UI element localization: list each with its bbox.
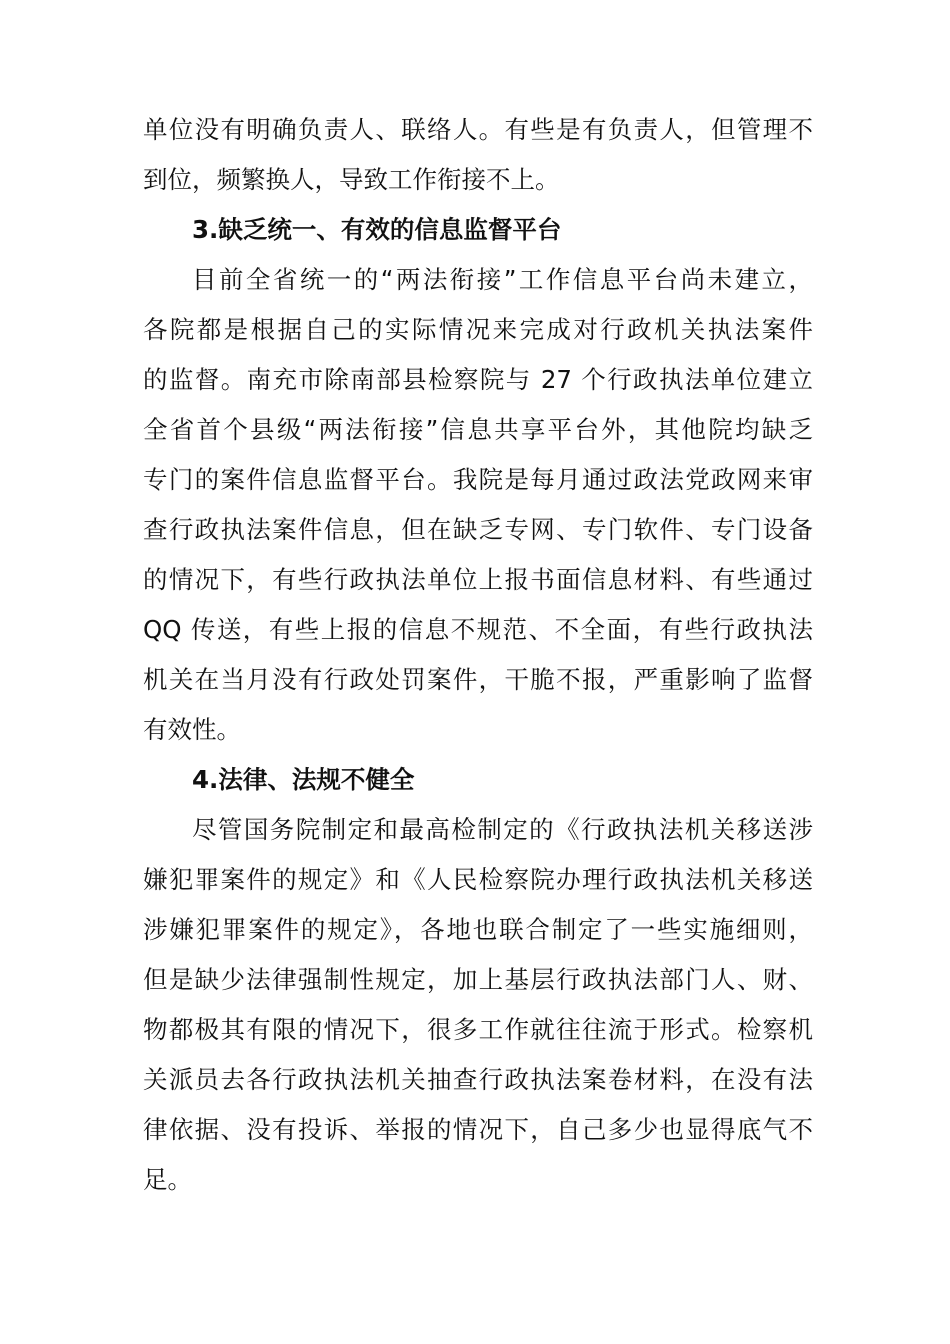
paragraph-line: 专门的案件信息监督平台。我院是每月通过政法党政网来审 bbox=[143, 465, 813, 494]
paragraph-line: 关派员去各行政执法机关抽查行政执法案卷材料，在没有法 bbox=[143, 1065, 813, 1094]
paragraph-line: 到位，频繁换人，导致工作衔接不上。 bbox=[143, 165, 560, 194]
paragraph-line: 但是缺少法律强制性规定，加上基层行政执法部门人、财、 bbox=[143, 965, 813, 994]
paragraph-line: 足。 bbox=[143, 1165, 192, 1194]
paragraph-line: 的监督。南充市除南部县检察院与 27 个行政执法单位建立 bbox=[143, 365, 813, 394]
paragraph-line: 单位没有明确负责人、联络人。有些是有负责人，但管理不 bbox=[143, 115, 813, 144]
paragraph-line: 的情况下，有些行政执法单位上报书面信息材料、有些通过 bbox=[143, 565, 813, 594]
section-heading: 4.法律、法规不健全 bbox=[192, 765, 415, 794]
paragraph-line: 目前全省统一的“两法衔接”工作信息平台尚未建立， bbox=[192, 265, 813, 294]
paragraph-line: 全省首个县级“两法衔接”信息共享平台外，其他院均缺乏 bbox=[143, 415, 813, 444]
paragraph-line: 机关在当月没有行政处罚案件，干脆不报，严重影响了监督 bbox=[143, 665, 813, 694]
paragraph-line: 有效性。 bbox=[143, 715, 241, 744]
paragraph-line: 各院都是根据自己的实际情况来完成对行政机关执法案件 bbox=[143, 315, 813, 344]
paragraph-line: 律依据、没有投诉、举报的情况下，自己多少也显得底气不 bbox=[143, 1115, 813, 1144]
paragraph-line: QQ 传送，有些上报的信息不规范、不全面，有些行政执法 bbox=[143, 615, 813, 644]
paragraph-line: 尽管国务院制定和最高检制定的《行政执法机关移送涉 bbox=[192, 815, 813, 844]
paragraph-line: 查行政执法案件信息，但在缺乏专网、专门软件、专门设备 bbox=[143, 515, 813, 544]
section-heading: 3.缺乏统一、有效的信息监督平台 bbox=[192, 215, 562, 244]
paragraph-line: 涉嫌犯罪案件的规定》，各地也联合制定了一些实施细则， bbox=[143, 915, 813, 944]
paragraph-line: 物都极其有限的情况下，很多工作就往往流于形式。检察机 bbox=[143, 1015, 813, 1044]
paragraph-line: 嫌犯罪案件的规定》和《人民检察院办理行政执法机关移送 bbox=[143, 865, 813, 894]
